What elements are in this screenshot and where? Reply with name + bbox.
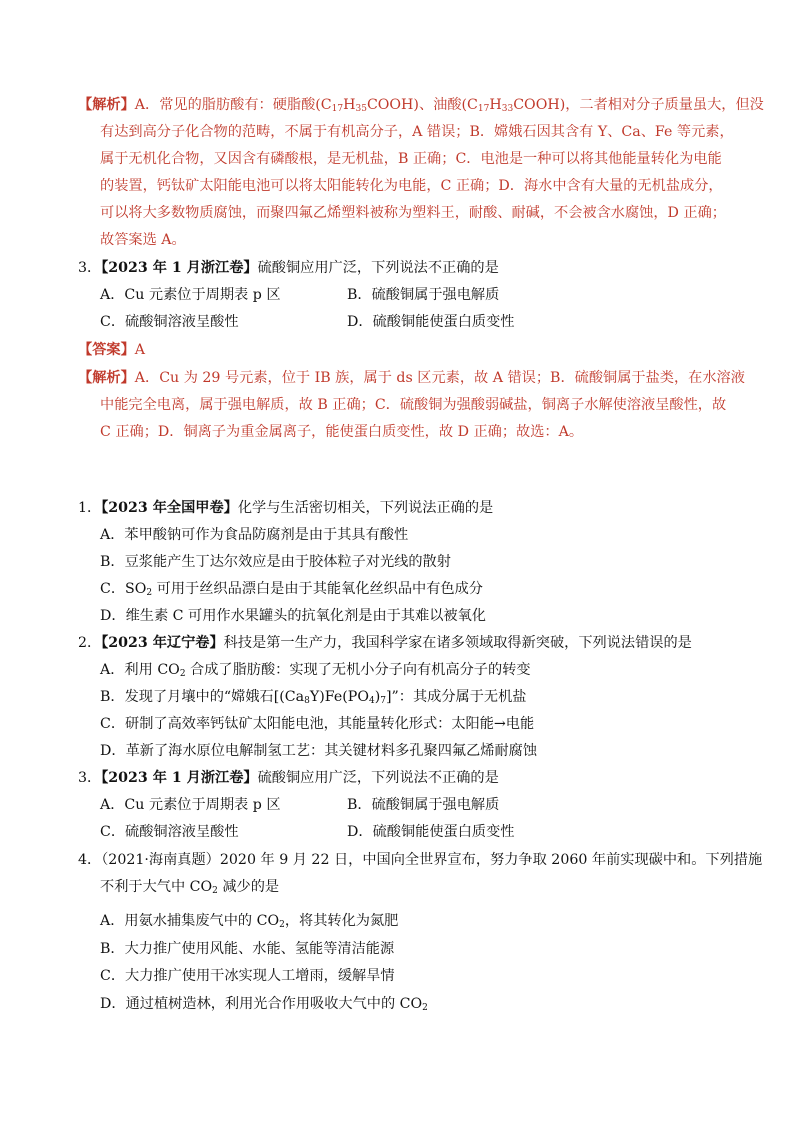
prev-analysis-line-2: 有达到高分子化合物的范畴，不属于有机高分子，A 错误；B．嫦娥石因其含有 Y、Ca、Fe 等元素，	[100, 124, 734, 140]
question-4-stem: 4．（2021·海南真题）2020 年 9 月 22 日，中国向全世界宣布，努力争取 2060 年前实现碳中和。下列措施	[78, 852, 763, 868]
question-source: 【2023 年全国甲卷】	[101, 500, 238, 516]
question-4-option-b: B．大力推广使用风能、水能、氢能等清洁能源	[100, 941, 395, 957]
question-3-option-d: D．硫酸铜能使蛋白质变性	[347, 314, 515, 330]
question-3-analysis-line-3: C 正确；D．铜离子为重金属离子，能使蛋白质变性，故 D 正确；故选：A。	[100, 424, 584, 440]
prev-analysis-line-4: 的装置，钙钛矿太阳能电池可以将太阳能转化为电能，C 正确；D．海水中含有大量的无机盐成分，	[100, 178, 723, 194]
question-2-option-d: D．革新了海水原位电解制氢工艺：其关键材料多孔聚四氟乙烯耐腐蚀	[100, 743, 538, 759]
question-3-repeat-option-c: C．硫酸铜溶液呈酸性	[100, 824, 239, 840]
question-source: 【2023 年辽宁卷】	[101, 635, 224, 651]
question-1-stem: 1．【2023 年全国甲卷】化学与生活密切相关，下列说法正确的是	[78, 500, 494, 516]
question-2-option-b: B．发现了月壤中的“嫦娥石$[(Ca_8Y)Fe(PO_4)_7]$”：其成分属于无机盐	[100, 689, 527, 706]
question-3-option-c: C．硫酸铜溶液呈酸性	[100, 314, 239, 330]
question-3-analysis-line-2: 中能完全电离，属于强电解质，故 B 正确；C．硫酸铜为强酸弱碱盐，铜离子水解使溶液呈酸性，故	[100, 397, 727, 413]
prev-analysis-line-5: 可以将大多数物质腐蚀，而聚四氟乙烯塑料被称为塑料王，耐酸、耐碱，不会被含水腐蚀，D 正确；	[100, 205, 726, 221]
question-source: 【2023 年 1 月浙江卷】	[101, 770, 258, 786]
analysis-label: 【解析】	[78, 370, 135, 386]
question-1-option-d: D．维生素 C 可用作水果罐头的抗氧化剂是由于其难以被氧化	[100, 608, 486, 624]
question-3-answer: 【答案】A	[78, 342, 146, 358]
question-source: 【2023 年 1 月浙江卷】	[101, 260, 258, 276]
question-4-option-a: A．用氨水捕集废气中的 $CO_2$，将其转化为氮肥	[100, 913, 399, 930]
analysis-label: 【解析】	[78, 97, 135, 113]
question-4-option-c: C．大力推广使用干冰实现人工增雨，缓解旱情	[100, 968, 395, 984]
question-1-option-b: B．豆浆能产生丁达尔效应是由于胶体粒子对光线的散射	[100, 554, 451, 570]
question-4-stem-line-2: 不利于大气中 $CO_2$ 减少的是	[100, 879, 280, 896]
question-3-repeat-stem: 3．【2023 年 1 月浙江卷】硫酸铜应用广泛，下列说法不正确的是	[78, 770, 499, 786]
question-source: （2021·海南真题）	[101, 852, 220, 868]
question-3-analysis-line-1: 【解析】A．Cu 为 29 号元素，位于 IB 族，属于 ds 区元素，故 A 错误；B．硫酸铜属于盐类，在水溶液	[78, 370, 745, 386]
question-1-option-c: C．$SO_2$ 可用于丝织品漂白是由于其能氧化丝织品中有色成分	[100, 581, 483, 598]
answer-label: 【答案】	[78, 342, 135, 358]
question-3-repeat-option-b: B．硫酸铜属于强电解质	[347, 797, 500, 813]
question-3-option-a: A．Cu 元素位于周期表 p 区	[100, 287, 281, 303]
question-3-option-b: B．硫酸铜属于强电解质	[347, 287, 500, 303]
question-3-repeat-option-a: A．Cu 元素位于周期表 p 区	[100, 797, 281, 813]
question-3-repeat-option-d: D．硫酸铜能使蛋白质变性	[347, 824, 515, 840]
prev-analysis-line-1: 【解析】A．常见的脂肪酸有：硬脂酸$(C_{17}H_{35}COOH)$、油酸$(C_{17}H_{33}COOH)$，二者相对分子质量虽大，但没	[78, 97, 764, 114]
question-1-option-a: A．苯甲酸钠可作为食品防腐剂是由于其具有酸性	[100, 527, 409, 543]
question-3-stem: 3．【2023 年 1 月浙江卷】硫酸铜应用广泛，下列说法不正确的是	[78, 260, 499, 276]
question-2-option-a: A．利用 $CO_2$ 合成了脂肪酸：实现了无机小分子向有机高分子的转变	[100, 662, 531, 679]
question-2-option-c: C．研制了高效率钙钛矿太阳能电池，其能量转化形式：太阳能→电能	[100, 716, 535, 732]
prev-analysis-line-3: 属于无机化合物，又因含有磷酸根，是无机盐，B 正确；C．电池是一种可以将其他能量转化为电能	[100, 151, 722, 167]
question-2-stem: 2．【2023 年辽宁卷】科技是第一生产力，我国科学家在诸多领域取得新突破，下列说法错误的是	[78, 635, 692, 651]
question-4-option-d: D．通过植树造林，利用光合作用吸收大气中的 $CO_2$	[100, 996, 428, 1013]
prev-analysis-line-6: 故答案选 A。	[100, 232, 186, 248]
